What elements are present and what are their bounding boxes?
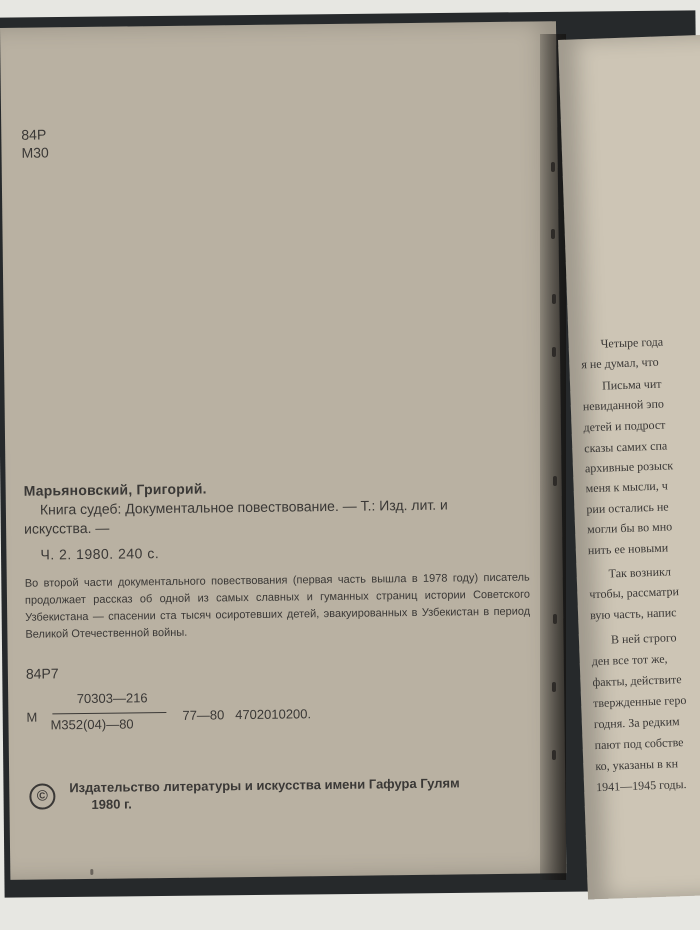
right-page-line: ко, указаны в кн — [595, 756, 679, 774]
title-line: Книга судеб: Документальное повествование. — Т.: Изд. лит. и — [39, 496, 448, 518]
right-page-line: могли бы во мно — [586, 519, 673, 537]
publisher-block — [69, 774, 460, 813]
binding-thread-icon — [552, 347, 556, 357]
right-page-line: меня к мысли, ч — [585, 478, 668, 496]
binding-thread-icon — [552, 294, 556, 304]
right-page-line: пают под собстве — [594, 735, 684, 753]
right-page-line: В ней строго — [610, 630, 677, 647]
right-page-line: детей и подрост — [583, 417, 666, 435]
right-page-line: нить ее новыми — [587, 540, 669, 558]
annotation-text: Во второй части документального повествования (первая часть вышла в 1978 году) писатель продолжает рассказ об одной из самых славных и гуманных страниц истории Советского Узбекистана — спасении ста тысяч осиротевших детей, эвакуированных в Узбекистан в период Великой Отечественной войны. — [24, 571, 531, 641]
copyright-icon: © — [29, 783, 55, 809]
formula-denominator: М352(04)—80 — [50, 716, 134, 733]
right-page-line: твержденные геро — [592, 692, 687, 711]
formula-prefix: М — [26, 709, 38, 725]
catalog-formula — [26, 688, 357, 744]
right-page-line: факты, действите — [592, 672, 682, 690]
right-page-line: архивные розыск — [584, 458, 674, 476]
right-page-line: я не думал, что — [581, 354, 659, 372]
ink-speck — [90, 869, 93, 875]
formula-fraction-bar — [52, 712, 166, 714]
classification-code: 84Р7 — [25, 665, 59, 682]
publisher-year: 1980 г. — [91, 796, 132, 812]
right-page-line: Так возникл — [608, 564, 672, 581]
binding-thread-icon — [552, 682, 556, 692]
right-page-line: ден все тот же, — [591, 651, 668, 669]
binding-thread-icon — [553, 614, 557, 624]
classification-index — [21, 125, 49, 161]
binding-thread-icon — [551, 229, 555, 239]
formula-numerator: 70303—216 — [76, 690, 148, 707]
binding-thread-icon — [551, 162, 555, 172]
binding-thread-icon — [553, 476, 557, 486]
title-line: искусства. — — [24, 519, 110, 537]
right-page-line: чтобы, рассматри — [589, 584, 680, 602]
right-page-line: невиданной эпо — [582, 396, 665, 414]
right-page-line: сказы самих спа — [584, 438, 668, 456]
volume-line: Ч. 2. 1980. 240 с. — [40, 545, 160, 563]
classification-line: 84Р — [21, 126, 47, 143]
right-page-line: Четыре года — [600, 334, 664, 351]
right-page-line: вую часть, напис — [589, 605, 677, 623]
right-page-line: 1941—1945 годы. — [595, 776, 687, 795]
author-name: Марьяновский, Григорий. — [23, 480, 207, 499]
left-page — [0, 21, 566, 880]
classification-line: М30 — [21, 144, 49, 161]
right-page-line: рии остались не — [586, 499, 669, 517]
formula-suffix: 77—80 4702010200. — [182, 706, 312, 723]
publisher-line: Издательство литературы и искусства имени Гафура Гулям — [69, 775, 460, 796]
binding-thread-icon — [552, 750, 556, 760]
right-page-line: Письма чит — [601, 376, 662, 393]
right-page-line: годня. За редким — [593, 714, 680, 732]
